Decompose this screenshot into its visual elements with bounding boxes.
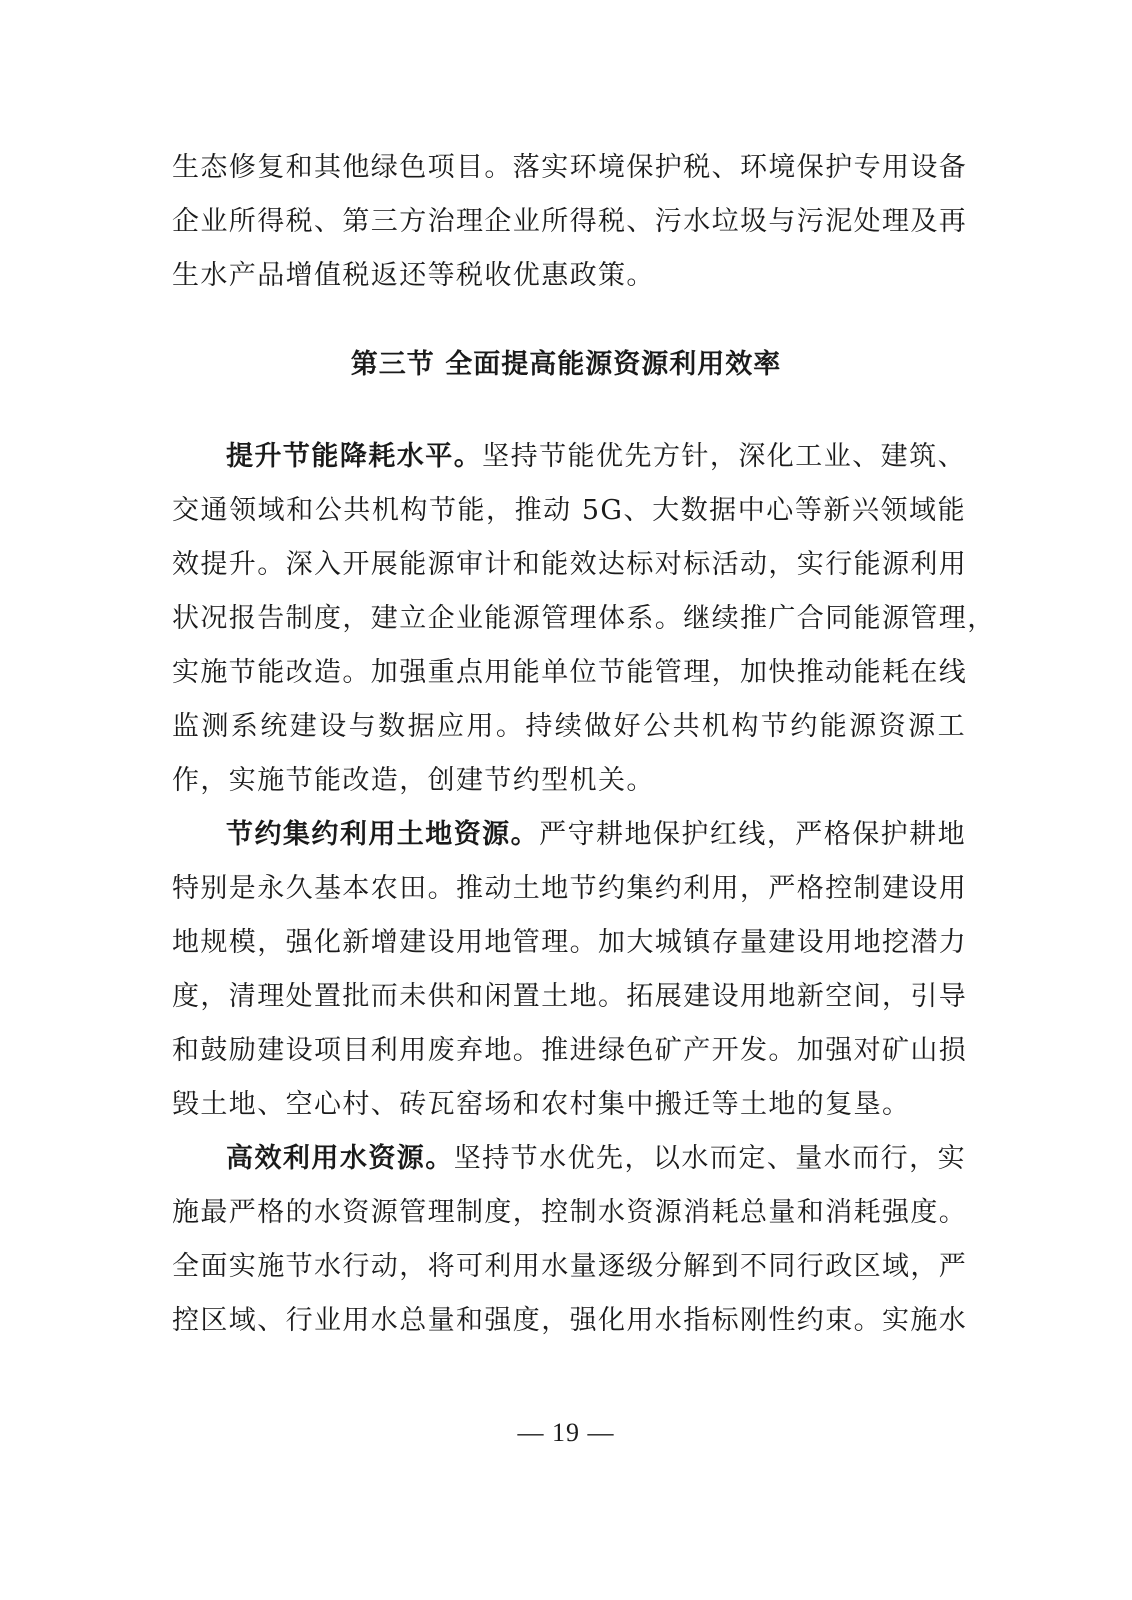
text-line: 度，清理处置批而未供和闲置土地。拓展建设用地新空间，引导	[172, 981, 968, 1012]
text-line: 和鼓励建设项目利用废弃地。推进绿色矿产开发。加强对矿山损	[172, 1035, 968, 1066]
text-line: 生态修复和其他绿色项目。落实环境保护税、环境保护专用设备	[172, 152, 968, 183]
text-line: 生水产品增值税返还等税收优惠政策。	[172, 260, 655, 291]
text-line: 全面实施节水行动，将可利用水量逐级分解到不同行政区域，严	[172, 1251, 968, 1282]
text-line: 效提升。深入开展能源审计和能效达标对标活动，实行能源利用	[172, 549, 968, 580]
paragraph-lead: 高效利用水资源。	[226, 1143, 454, 1174]
text-line: 交通领域和公共机构节能，推动 5G、大数据中心等新兴领域能	[172, 495, 966, 526]
text-line: 地规模，强化新增建设用地管理。加大城镇存量建设用地挖潜力	[172, 927, 968, 958]
text-line: 特别是永久基本农田。推动土地节约集约利用，严格控制建设用	[172, 873, 968, 904]
paragraph-first-line	[172, 1132, 966, 1186]
paragraph-land-resources	[172, 808, 966, 1132]
text-line: 监测系统建设与数据应用。持续做好公共机构节约能源资源工	[172, 711, 966, 742]
text-line: 控区域、行业用水总量和强度，强化用水指标刚性约束。实施水	[172, 1305, 968, 1336]
paragraph-lead: 提升节能降耗水平。	[226, 441, 483, 472]
text-line: 毁土地、空心村、砖瓦窑场和农村集中搬迁等土地的复垦。	[172, 1089, 911, 1120]
page-number: — 19 —	[517, 1418, 615, 1447]
paragraph-water-resources	[172, 1132, 966, 1348]
text-line: 状况报告制度，建立企业能源管理体系。继续推广合同能源管理，	[172, 603, 996, 634]
paragraph-first-line-text: 坚持节能优先方针，深化工业、建筑、	[482, 441, 966, 472]
text-line: 作，实施节能改造，创建节约型机关。	[172, 765, 655, 796]
text-line: 施最严格的水资源管理制度，控制水资源消耗总量和消耗强度。	[172, 1197, 968, 1228]
intro-paragraph	[172, 141, 966, 303]
paragraph-first-line-text: 坚持节水优先，以水而定、量水而行，实	[453, 1143, 967, 1174]
paragraph-energy-saving	[172, 430, 996, 808]
text-line: 实施节能改造。加强重点用能单位节能管理，加快推动能耗在线	[172, 657, 968, 688]
paragraph-first-line	[172, 430, 966, 484]
section-heading: 第三节 全面提高能源资源利用效率	[350, 349, 782, 380]
paragraph-first-line	[172, 808, 966, 862]
paragraph-first-line-text: 严守耕地保护红线，严格保护耕地	[539, 819, 967, 850]
paragraph-lead: 节约集约利用土地资源。	[226, 819, 540, 850]
text-line: 企业所得税、第三方治理企业所得税、污水垃圾与污泥处理及再	[172, 206, 968, 237]
